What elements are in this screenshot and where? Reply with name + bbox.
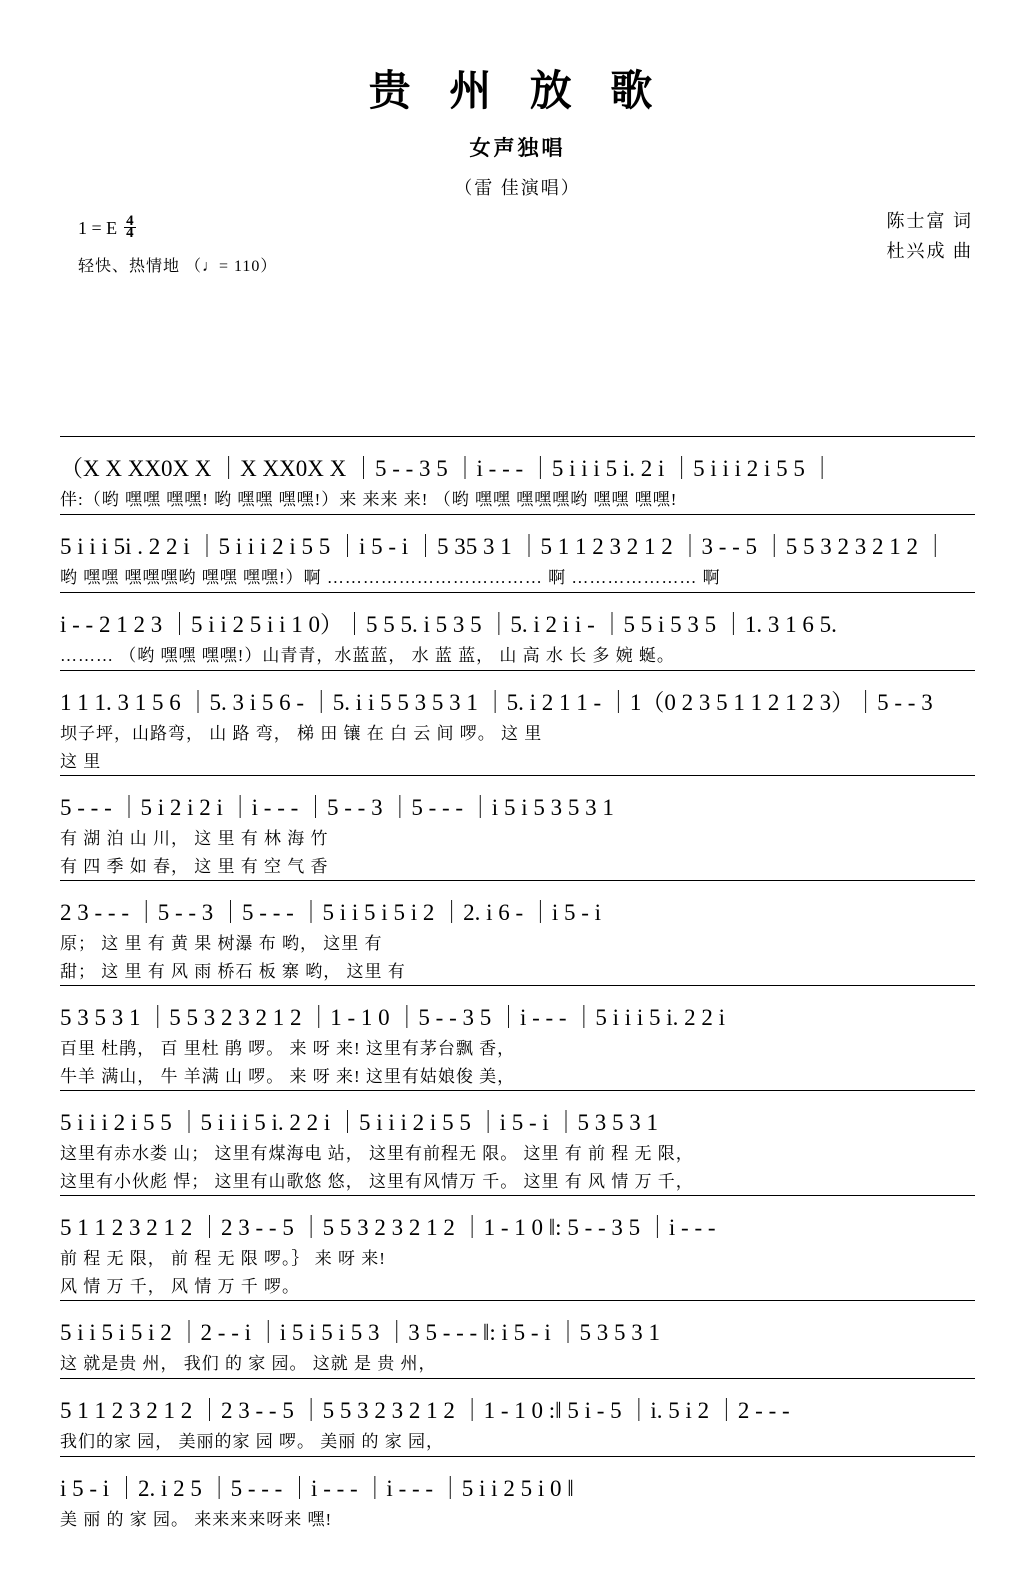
tempo-marking: 轻快、热情地 （♩= 110） [78,258,278,275]
notation-line: 5 1 1 2 3 2 1 2 ｜2 3 - - 5 ｜5 5 3 2 3 2 1 2 ｜1 - 1 0 :‖ 5 i - 5 ｜i. 5 i 2 ｜2 - - - [60,1398,790,1423]
key-tempo-block [78,213,278,276]
system-3 [60,592,975,669]
system-6 [60,880,975,985]
lyrics-verse-1: 美 丽 的 家 园。 来来来来呀来 嘿! [60,1510,333,1529]
lyrics-verse-1: 这里有赤水娄 山； 这里有煤海电 站， 这里有前程无 限。 这里 有 前 程 无 限， [60,1144,694,1163]
time-signature-numerator: 4 [126,213,134,229]
system-divider [60,1456,975,1457]
system-divider [60,592,975,593]
lyrics-verse-2: 有 四 季 如 春， 这 里 有 空 气 香 [60,857,329,876]
notation-line: i - - 2 1 2 3 ｜5 i i 2 5 i i 1 0）｜5 5 5. i 5 3 5 ｜5. i 2 i i - ｜5 5 i 5 3 5 ｜1. 3 1 6 5. [60,612,837,637]
lyrics-verse-2: 风 情 万 千， 风 情 万 千 啰。 [60,1277,300,1296]
lyrics-verse-1: 伴:（哟 嘿嘿 嘿嘿! 哟 嘿嘿 嘿嘿!）来 来来 来! （哟 嘿嘿 嘿嘿嘿哟 嘿嘿 嘿嘿! [60,490,678,509]
system-divider [60,1300,975,1301]
lyrics-verse-2: 牛羊 满山， 牛 羊满 山 啰。 来 呀 来! 这里有姑娘俊 美， [60,1067,516,1086]
credits [887,206,974,266]
notation-line: i 5 - i ｜2. i 2 5 ｜5 - - - ｜i - - - ｜i - - - ｜5 i i 2 5 i 0 ‖ [60,1476,574,1501]
performer-note: （雷 佳演唱） [454,178,581,198]
lyrics-verse-1: 百里 杜鹃， 百 里杜 鹃 啰。 来 呀 来! 这里有茅台飘 香， [60,1039,516,1058]
notation-line: 2 3 - - - ｜5 - - 3 ｜5 - - - ｜5 i i 5 i 5 i 2 ｜2. i 6 - ｜i 5 - i [60,900,602,925]
lyrics-verse-1: 有 湖 泊 山 川， 这 里 有 林 海 竹 [60,829,329,848]
system-12 [60,1456,975,1533]
system-2 [60,514,975,591]
composer-credit: 杜兴成 曲 [886,241,973,261]
lyrics-verse-1: 这 就是贵 州， 我们 的 家 园。 这就 是 贵 州， [60,1354,437,1373]
notation-line: （X X XX0X X ｜X XX0X X ｜5 - - 3 5 ｜i - - - ｜5 i i i 5 i. 2 i ｜5 i i i 2 i 5 5 ｜ [60,456,834,481]
system-9 [60,1195,975,1300]
system-divider [60,1090,975,1091]
time-signature [124,213,136,241]
system-divider [60,775,975,776]
lyrics-verse-1: 原； 这 里 有 黄 果 树瀑 布 哟， 这里 有 [60,934,383,953]
page-title: 贵 州 放 歌 [368,69,667,115]
notation-line: 5 - - - ｜5 i 2 i 2 i ｜i - - - ｜5 - - 3 ｜5 - - - ｜i 5 i 5 3 5 3 1 [60,795,614,820]
system-4 [60,670,975,775]
lyrics-verse-1: 我们的家 园， 美丽的家 园 啰。 美丽 的 家 园， [60,1432,444,1451]
lyrics-verse-1: 哟 嘿嘿 嘿嘿嘿哟 嘿嘿 嘿嘿!）啊 ……………………………… 啊 ………………… 啊 [60,568,721,587]
notation-line: 5 i i i 2 i 5 5 ｜5 i i i 5 i. 2 2 i ｜5 i i i 2 i 5 5 ｜i 5 - i ｜5 3 5 3 1 [60,1110,659,1135]
system-divider [60,880,975,881]
notation-line: 5 3 5 3 1 ｜5 5 3 2 3 2 1 2 ｜1 - 1 0 ｜5 - - 3 5 ｜i - - - ｜5 i i i 5 i. 2 2 i [60,1005,726,1030]
system-divider [60,670,975,671]
notation-line: 5 i i i 5i . 2 2 i ｜5 i i i 2 i 5 5 ｜i 5 - i ｜5 35 3 1 ｜5 1 1 2 3 2 1 2 ｜3 - - 5 ｜5 5 3 2 3 2 1 2 ｜ [60,534,947,559]
notation-line: 5 1 1 2 3 2 1 2 ｜2 3 - - 5 ｜5 5 3 2 3 2 1 2 ｜1 - 1 0 ‖: 5 - - 3 5 ｜i - - - [60,1215,716,1240]
lyricist-credit: 陈士富 词 [886,211,973,231]
lyrics-verse-1: 前 程 无 限， 前 程 无 限 啰。｝ 来 呀 来! [60,1249,386,1268]
system-7 [60,985,975,1090]
system-8 [60,1090,975,1195]
system-divider [60,1195,975,1196]
system-1 [60,436,975,513]
notation-line: 5 i i 5 i 5 i 2 ｜2 - - i ｜i 5 i 5 i 5 3 ｜3 5 - - - ‖: i 5 - i ｜5 3 5 3 1 [60,1320,660,1345]
lyrics-verse-1: 坝子坪，山路弯， 山 路 弯， 梯 田 镶 在 白 云 间 啰。 这 里 [60,724,543,743]
system-5 [60,775,975,880]
system-divider [60,1378,975,1379]
time-signature-denominator: 4 [126,225,134,241]
notation-line: 1 1 1. 3 1 5 6 ｜5. 3 i 5 6 - ｜5. i i 5 5 3 5 3 1 ｜5. i 2 1 1 - ｜1（0 2 3 5 1 1 2 1 2 3）｜5 - - 3 [60,690,933,715]
sheet-music-page [0,58,1035,1594]
system-divider [60,514,975,515]
lyrics-verse-2: 这 里 [60,752,102,771]
system-10 [60,1300,975,1377]
system-divider [60,985,975,986]
lyrics-verse-2: 甜； 这 里 有 风 雨 桥石 板 寨 哟， 这里 有 [60,962,406,981]
subtitle: 女声独唱 [469,136,566,160]
system-11 [60,1378,975,1455]
system-divider [60,436,975,437]
key-signature: 1 = E [78,218,118,238]
lyrics-verse-2: 这里有小伙彪 悍； 这里有山歌悠 悠， 这里有风情万 千。 这里 有 风 情 万 千， [60,1172,694,1191]
lyrics-verse-1: ……… （哟 嘿嘿 嘿嘿!）山青青，水蓝蓝， 水 蓝 蓝， 山 高 水 长 多 婉 蜒。 [60,646,675,665]
